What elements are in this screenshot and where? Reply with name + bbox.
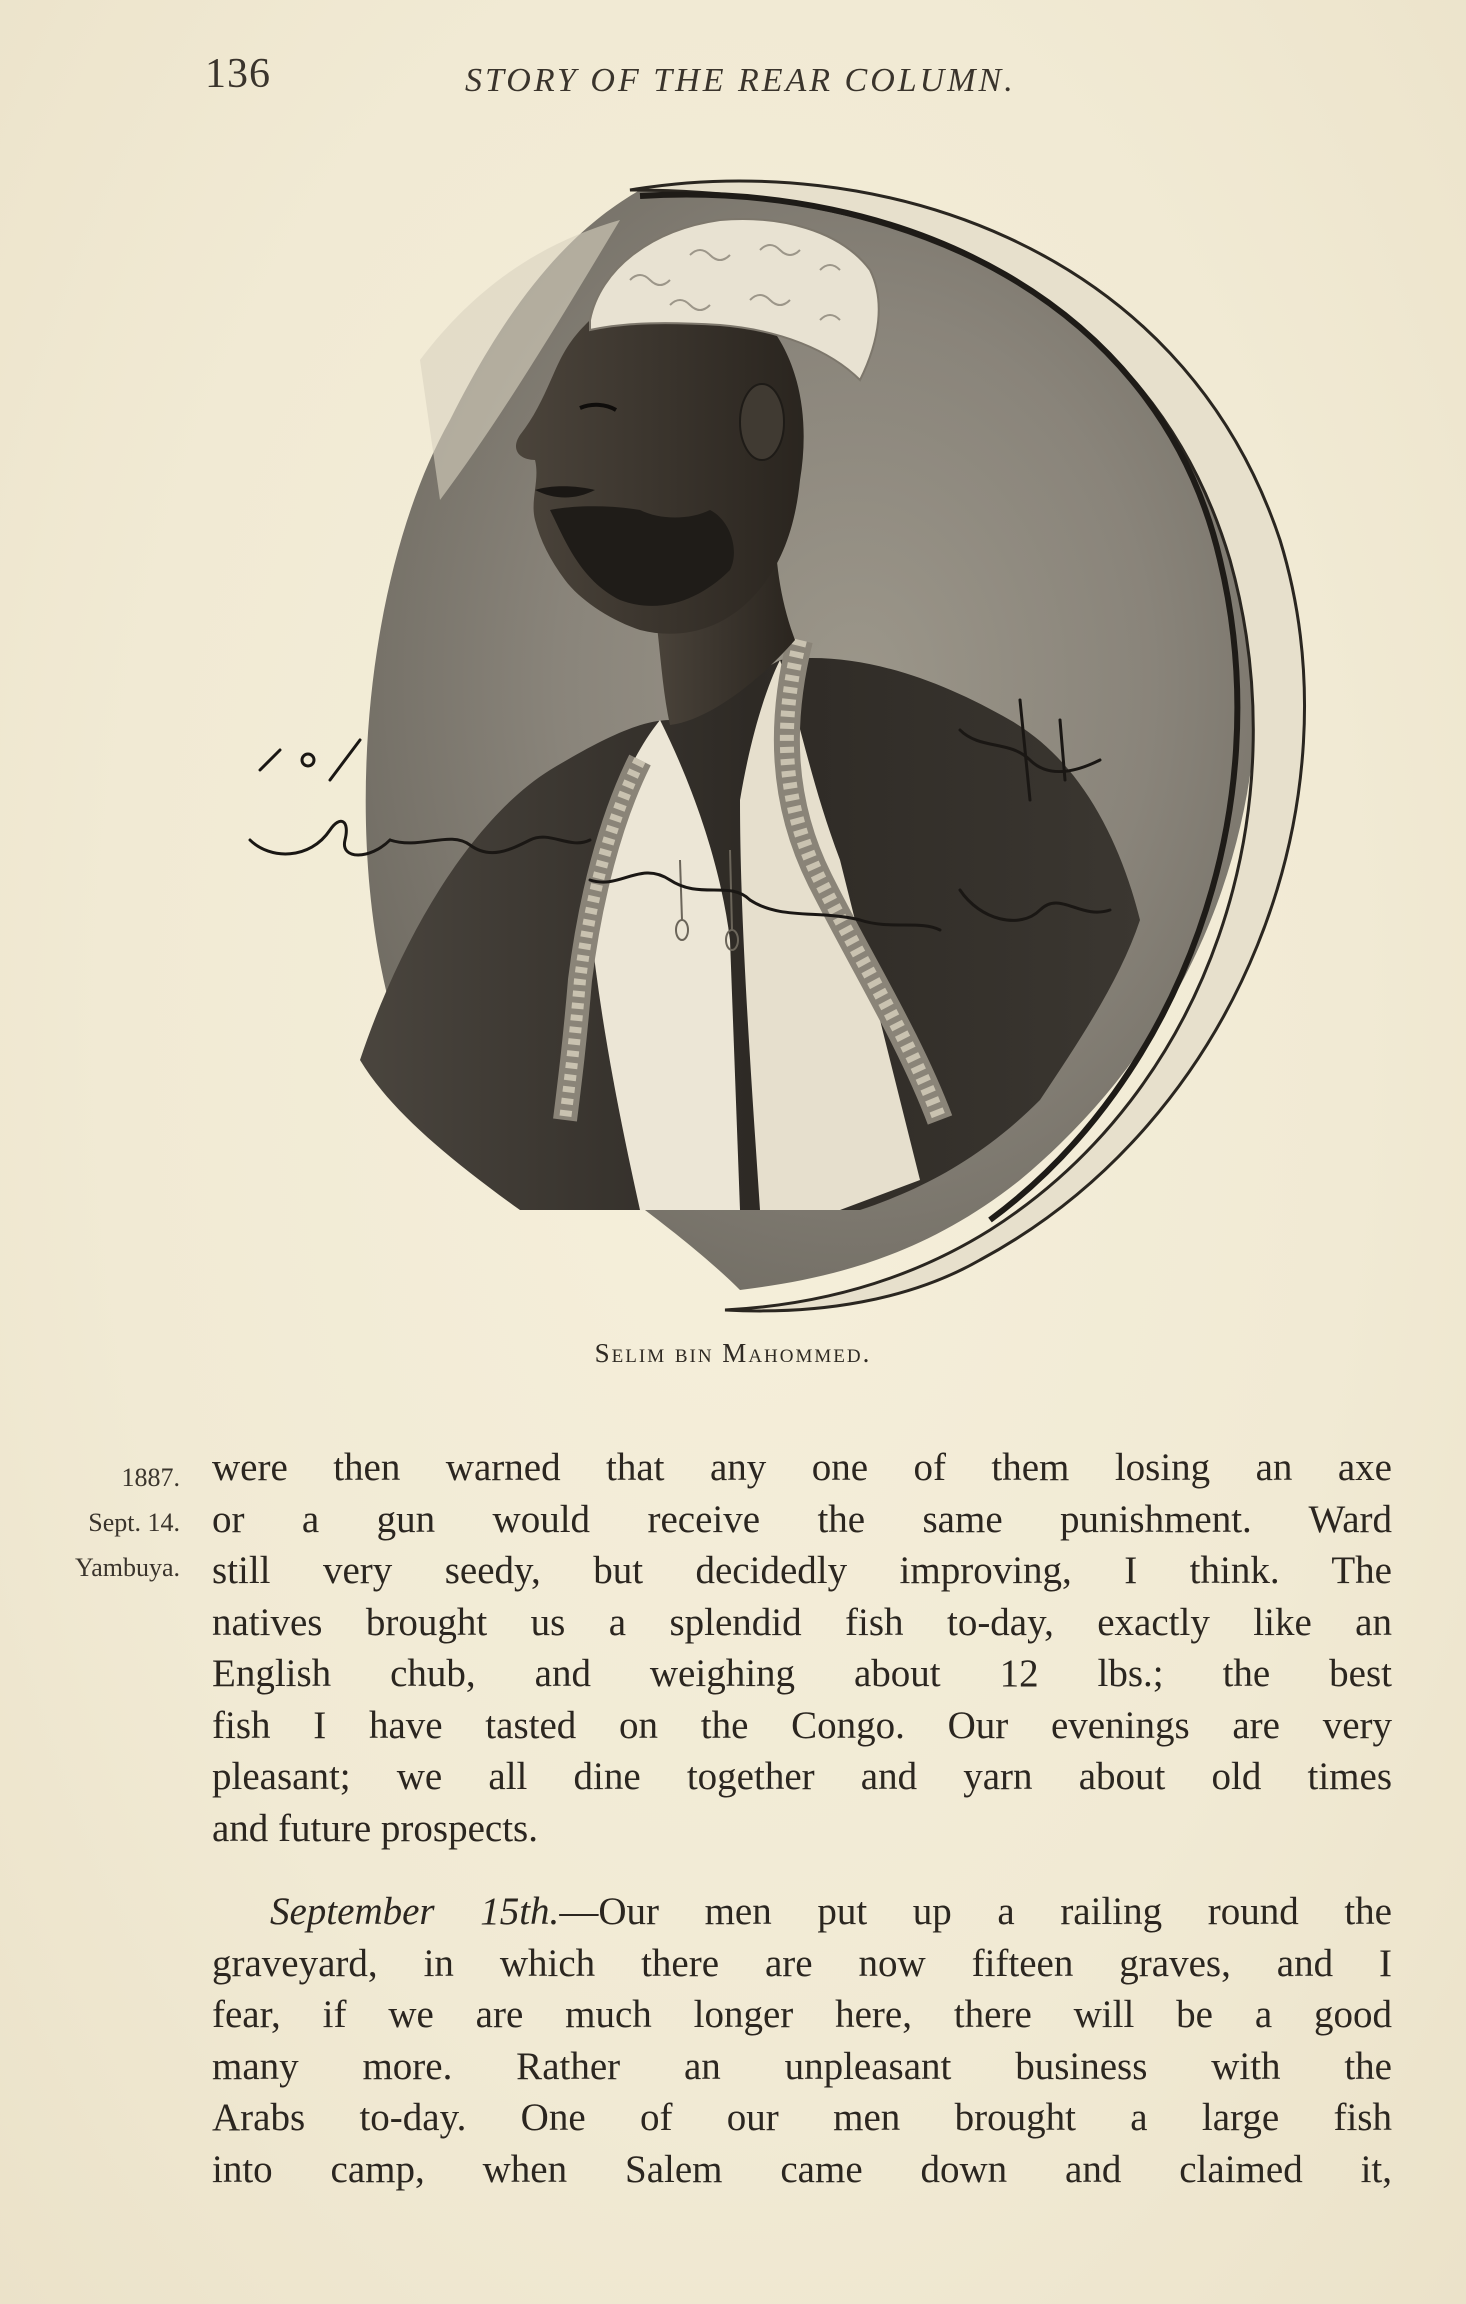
portrait-engraving [220, 160, 1390, 1320]
paragraph-1 [212, 1442, 1392, 1854]
running-head: STORY OF THE REAR COLUMN. [465, 62, 1016, 99]
sidenote-year: 1887. [121, 1463, 180, 1492]
portrait-illustration [220, 160, 1390, 1320]
sidenote-date: Sept. 14. [88, 1508, 180, 1538]
text-line: pleasant; we all dine together and yarn about old times [212, 1755, 1392, 1798]
paragraph-2 [212, 1886, 1392, 2195]
text-line: fear, if we are much longer here, there will be a good [212, 1993, 1392, 2036]
sidenote-place: Yambuya. [75, 1553, 180, 1583]
text-line: graveyard, in which there are now fifteen graves, and I [212, 1941, 1392, 1985]
text-line [212, 1886, 1392, 1938]
text-line: fish I have tasted on the Congo. Our evenings are very [212, 1703, 1392, 1747]
text-line: many more. Rather an unpleasant business with the [212, 2044, 1392, 2088]
date-heading: September 15th. [270, 1890, 560, 1933]
page-number: 136 [205, 51, 271, 97]
text-line: were then warned that any one of them losing an axe [212, 1446, 1392, 1489]
marginal-note [30, 1462, 180, 1598]
page-header [205, 50, 1205, 110]
text-line: natives brought us a splendid fish to-day, exactly like an [212, 1600, 1392, 1644]
figure-caption: Selim bin Mahommed. [594, 1338, 872, 1368]
text-fragment: —Our men put up a railing round the [559, 1890, 1392, 1933]
text-line: and future prospects. [212, 1806, 538, 1850]
text-line: or a gun would receive the same punishment. Ward [212, 1497, 1392, 1541]
text-line: still very seedy, but decidedly improving, I think. The [212, 1549, 1392, 1592]
text-line: into camp, when Salem came down and claimed it, [212, 2147, 1392, 2191]
text-line: English chub, and weighing about 12 lbs.; the best [212, 1652, 1392, 1695]
text-line: Arabs to-day. One of our men brought a large fish [212, 2096, 1392, 2139]
